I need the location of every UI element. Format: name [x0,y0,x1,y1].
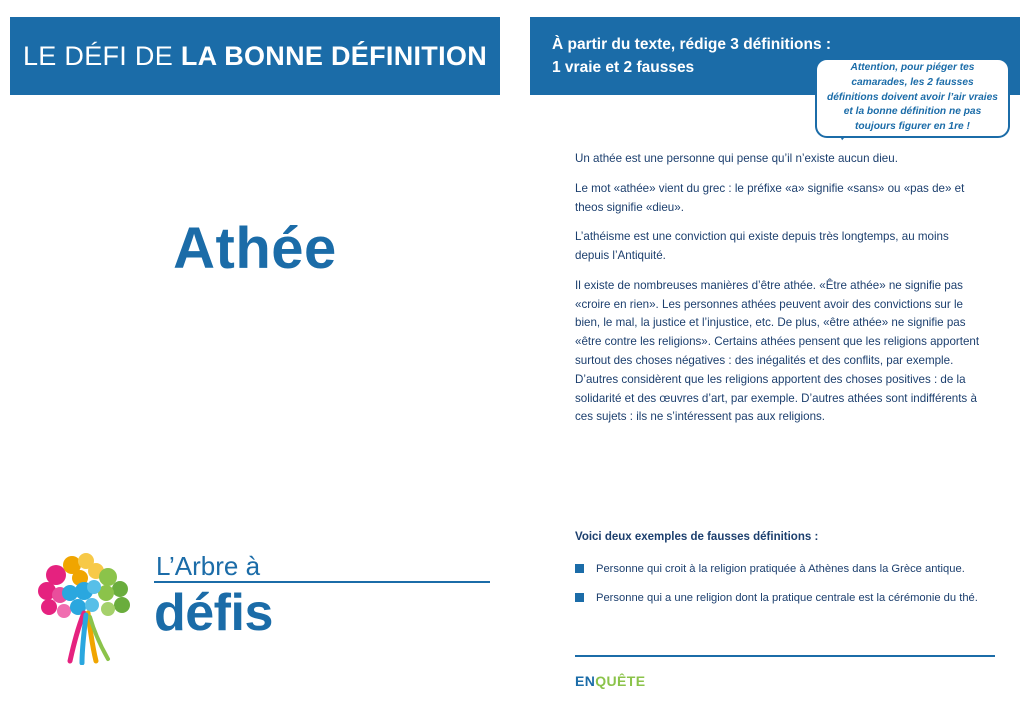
examples-list [575,562,995,619]
list-item-text: Personne qui a une religion dont la pratique centrale est la cérémonie du thé. [596,591,978,604]
square-bullet-icon [575,593,584,602]
banner-prefix: LE DÉFI DE [22,40,181,71]
logo-line-2: défis [154,584,273,642]
paragraph: Un athée est une personne qui pense qu’il n’existe aucun dieu. [575,152,898,165]
banner-strong: LA BONNE DÉFINITION [180,40,488,71]
challenge-word: Athée [173,216,337,281]
reading-text [575,150,985,438]
paragraph: Il existe de nombreuses manières d’être athée. «Être athée» ne signifie pas «croire en rien». Les personnes athées peuvent avoir des convictions sur le bien, le mal, la justice et l’injustice, etc. De plus, «être athée» ne signifie pas «être contre les religions». Certains athées pensent que les religions apportent surtout des choses négatives : des inégalités et des conflits, par exemple. D’autres considèrent que les religions apportent des choses positives : de la solidarité et des œuvres d’art, par exemple. D’autres athées sont indifférents à ces sujets : ils ne s’intéressent pas aux religions. [575,278,980,424]
footer-brand [575,673,645,689]
logo-divider [154,581,490,583]
speech-bubble-text: Attention, pour piéger tes camarades, les 2 fausses définitions doivent avoir l’air vraies et la bonne définition ne pas toujours figurer en 1re ! [827,62,998,133]
logo-text [154,553,494,641]
left-banner-title [23,41,487,72]
square-bullet-icon [575,564,584,573]
instruction-line-2: 1 vraie et 2 fausses [552,59,695,77]
tree-logo-icon [34,547,144,665]
paragraph: Le mot «athée» vient du grec : le préfixe «a» signifie «sans» ou «pas de» et theos signifie «dieu». [575,181,965,214]
logo-block [34,547,494,667]
left-card [10,10,500,693]
left-banner [10,17,500,95]
list-item [575,562,995,578]
paragraph: L’athéisme est une conviction qui existe depuis très longtemps, au moins depuis l’Antiquité. [575,230,949,263]
list-item-text: Personne qui croit à la religion pratiquée à Athènes dans la Grèce antique. [596,563,965,575]
logo-line-1: L’Arbre à [156,551,261,581]
instruction-line-1: À partir du texte, rédige 3 définitions : [552,36,832,53]
right-card [530,10,1020,693]
list-item [575,591,995,607]
footer-brand-part-2: QUÊTE [595,673,646,689]
footer-brand-part-1: EN [575,673,596,689]
examples-title: Voici deux exemples de fausses définitions : [575,531,819,543]
footer-divider [575,655,995,657]
right-banner-instructions [552,33,852,80]
